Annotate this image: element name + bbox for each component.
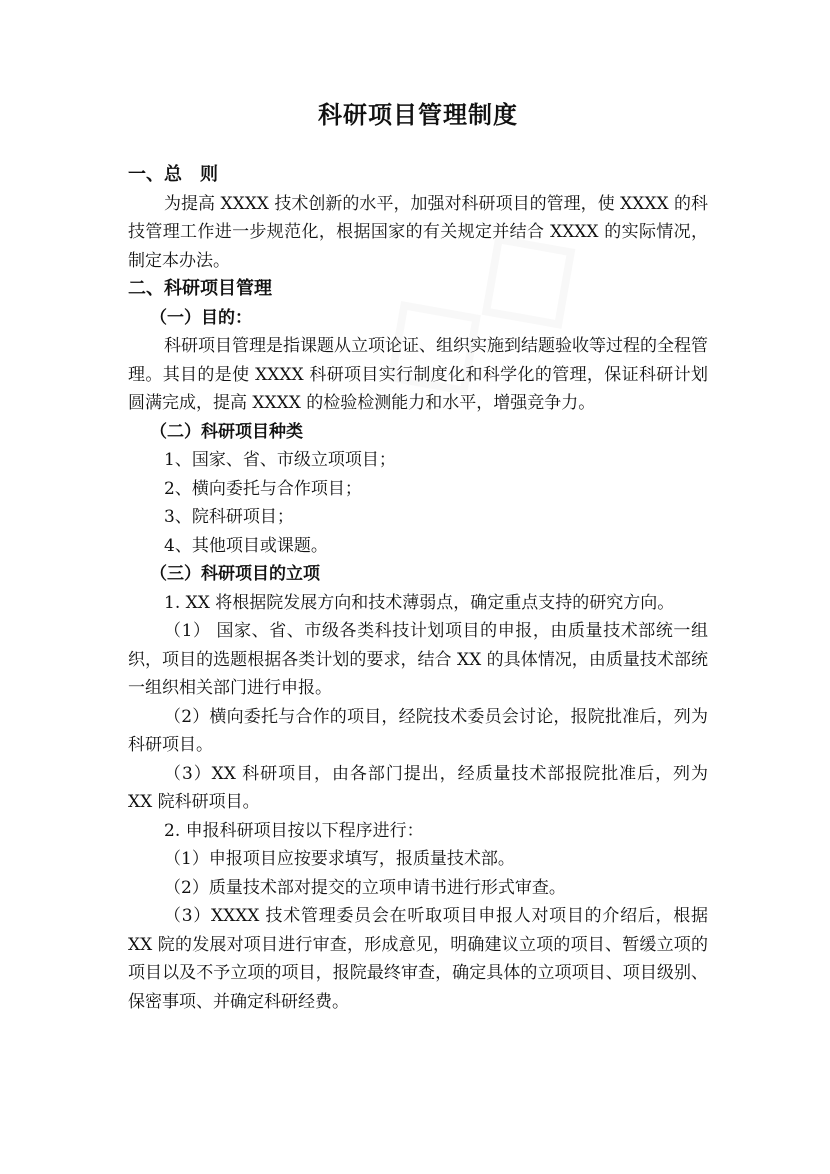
section-heading-project-management: 二、科研项目管理 — [128, 278, 272, 299]
subsection-heading-project-approval: （三）科研项目的立项 — [150, 564, 320, 584]
paragraph-procedure-step-1: （1）申报项目应按要求填写，报质量技术部。 — [164, 849, 515, 869]
paragraph-approval-horizontal: （2）横向委托与合作的项目，经院技术委员会讨论，报院批准后，列为科研项目。 — [128, 706, 708, 755]
document-title: 科研项目管理制度 — [318, 101, 518, 129]
list-item: 4、其他项目或课题。 — [164, 535, 328, 556]
paragraph-approval-internal: （3）XX 科研项目，由各部门提出，经质量技术部报院批准后，列为 XX 院科研项目。 — [128, 763, 708, 812]
document-body — [128, 95, 708, 1016]
subsection-heading-purpose: （一）目的： — [150, 307, 252, 328]
paragraph-procedure-step-3: （3）XXXX 技术管理委员会在听取项目申报人对项目的介绍后，根据 XX 院的发展对项目进行审查，形成意见，明确建议立项的项目、暂缓立项的项目以及不予立项的项目，报院最终审查，确定具体的立项项目、项目级别、保密事项、并确定科研经费。 — [128, 906, 708, 1012]
paragraph-purpose: 科研项目管理是指课题从立项论证、组织实施到结题验收等过程的全程管理。其目的是使 XXXX 科研项目实行制度化和科学化的管理，保证科研计划圆满完成，提高 XXXX 的检验检测能力和水平，增强竞争力。 — [128, 336, 708, 413]
list-item: 1、国家、省、市级立项项目； — [164, 450, 396, 470]
paragraph-procedure-step-2: （2）质量技术部对提交的立项申请书进行形式审查。 — [164, 877, 566, 898]
paragraph-approval-direction: 1. XX 将根据院发展方向和技术薄弱点，确定重点支持的研究方向。 — [164, 592, 675, 613]
paragraph-application-procedure: 2. 申报科研项目按以下程序进行： — [164, 820, 424, 841]
paragraph-general-purpose: 为提高 XXXX 技术创新的水平，加强对科研项目的管理，使 XXXX 的科技管理工作进一步规范化，根据国家的有关规定并结合 XXXX 的实际情况，制定本办法。 — [128, 193, 708, 271]
list-item: 2、横向委托与合作项目； — [164, 478, 362, 499]
paragraph-approval-national: （1） 国家、省、市级各类科技计划项目的申报，由质量技术部统一组织，项目的选题根据各类计划的要求，结合 XX 的具体情况，由质量技术部统一组织相关部门进行申报。 — [128, 621, 708, 698]
subsection-heading-project-types: （二）科研项目种类 — [150, 421, 303, 442]
section-heading-general: 一、总 则 — [128, 164, 218, 185]
list-item: 3、院科研项目； — [164, 507, 294, 527]
